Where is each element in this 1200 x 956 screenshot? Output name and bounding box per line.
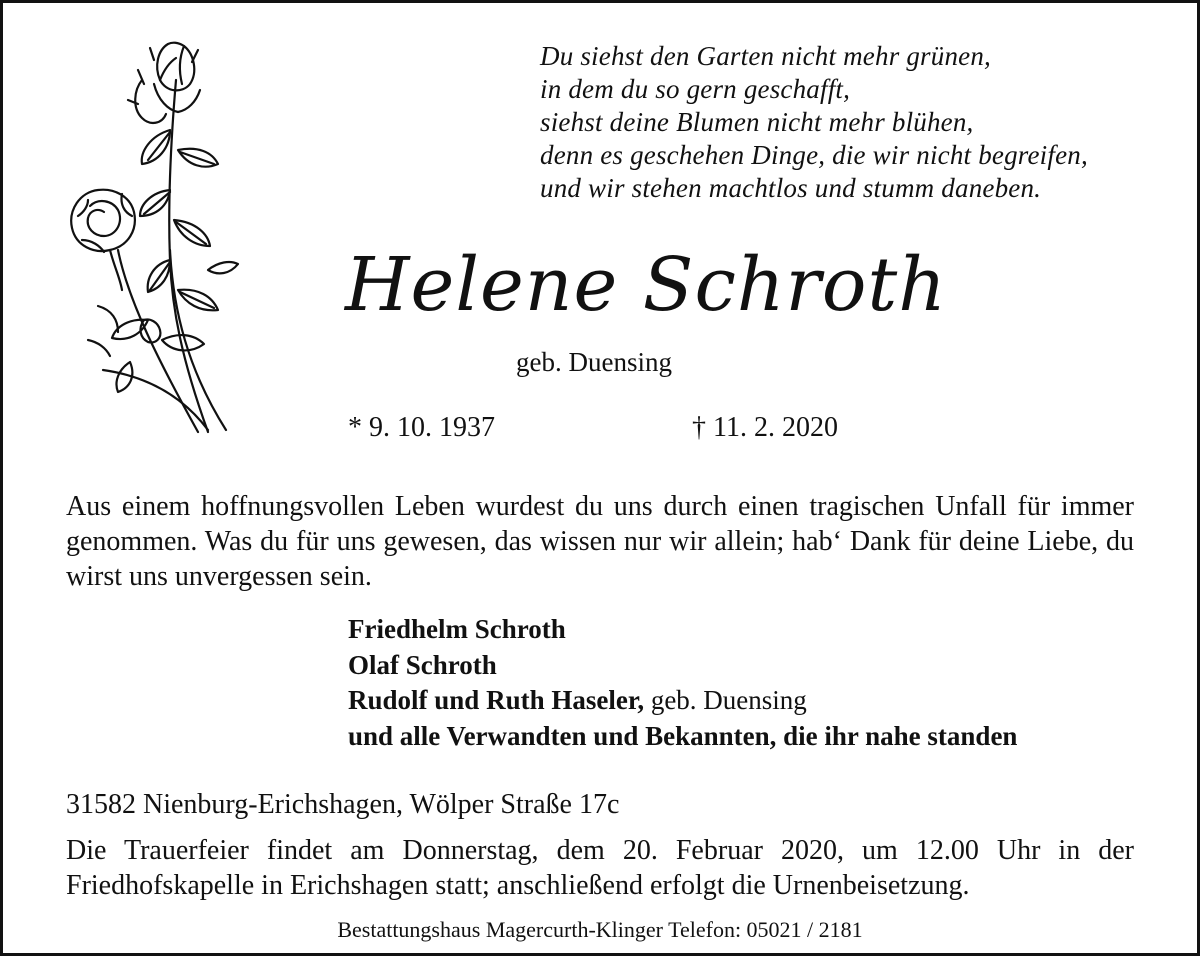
poem-line: denn es geschehen Dinge, die wir nicht begreifen, bbox=[540, 140, 1088, 170]
mourner-entry bbox=[348, 683, 1017, 719]
poem-line: siehst deine Blumen nicht mehr blühen, bbox=[540, 107, 974, 137]
condolence-message: Aus einem hoffnungsvollen Leben wurdest du uns durch einen tragischen Unfall für immer genommen. Was du für uns gewesen, das wissen nur wir allein; hab‘ Dank für deine Liebe, du wirst uns unvergessen sein. bbox=[66, 491, 1134, 592]
mourner-entry bbox=[348, 612, 1017, 648]
undertaker-footer bbox=[0, 915, 1200, 945]
poem bbox=[540, 40, 1088, 205]
mourner-maiden-name: geb. Duensing bbox=[644, 685, 807, 715]
rose-illustration-icon bbox=[58, 40, 248, 440]
mourner-name: Rudolf und Ruth Haseler, bbox=[348, 685, 645, 715]
undertaker-contact: Bestattungshaus Magercurth-Klinger Telefon: 05021 / 2181 bbox=[337, 917, 863, 942]
poem-line: in dem du so gern geschafft, bbox=[540, 74, 851, 104]
mourner-name: Friedhelm Schroth bbox=[348, 614, 566, 644]
mourner-entry bbox=[348, 648, 1017, 684]
death-date: † 11. 2. 2020 bbox=[692, 412, 838, 443]
funeral-notice: Die Trauerfeier findet am Donnerstag, dem 20. Februar 2020, um 12.00 Uhr in der Friedhofskapelle in Erichshagen statt; anschließend erfolgt die Urnenbeisetzung. bbox=[66, 835, 1134, 901]
family-address: 31582 Nienburg-Erichshagen, Wölper Straße 17c bbox=[66, 789, 620, 820]
mourner-name: und alle Verwandten und Bekannten, die ihr nahe standen bbox=[348, 720, 1018, 751]
deceased-name: Helene Schroth bbox=[345, 242, 947, 328]
mourner-name: Olaf Schroth bbox=[348, 649, 497, 680]
poem-line: Du siehst den Garten nicht mehr grünen, bbox=[540, 41, 991, 71]
mourners-list bbox=[348, 612, 1017, 754]
mourner-entry bbox=[348, 719, 1017, 755]
poem-line: und wir stehen machtlos und stumm daneben. bbox=[540, 173, 1042, 203]
birth-date: * 9. 10. 1937 bbox=[348, 412, 495, 443]
maiden-name: geb. Duensing bbox=[516, 347, 672, 377]
